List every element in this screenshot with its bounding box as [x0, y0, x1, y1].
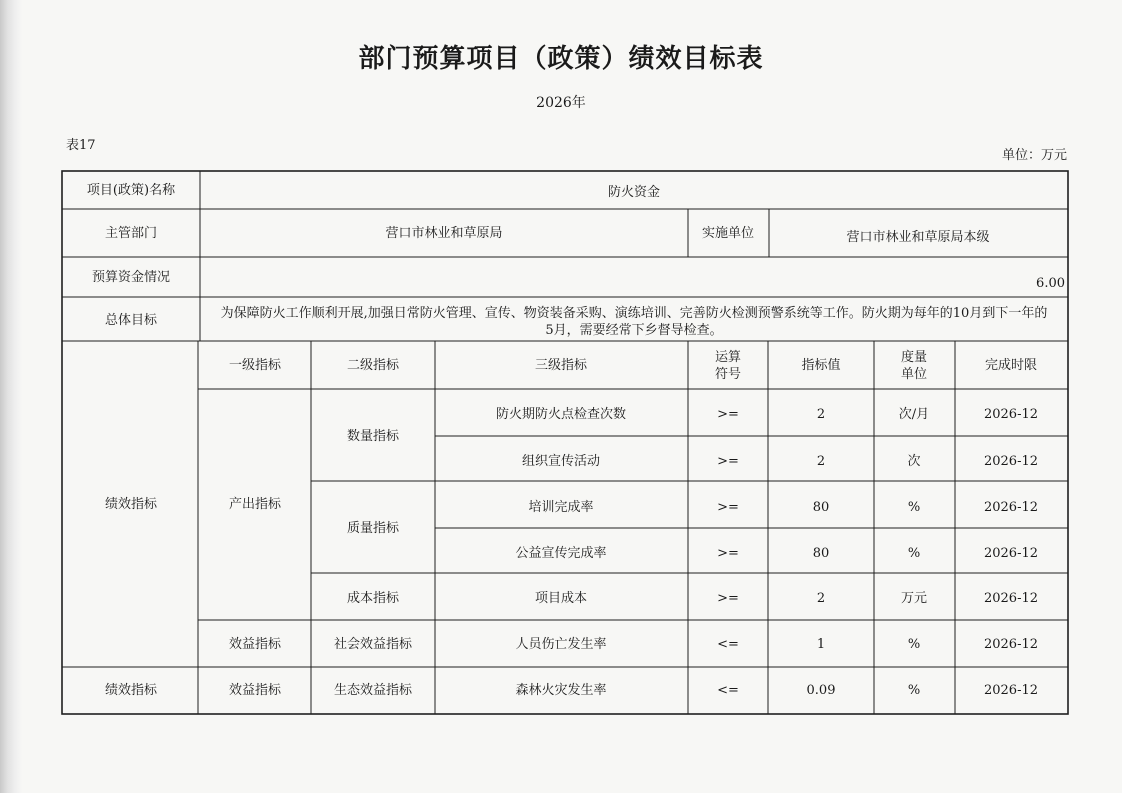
header-operator-line1: 运算: [714, 350, 742, 365]
group-quality: 质量指标: [346, 521, 400, 536]
row-value: 80: [812, 546, 830, 561]
impl-unit-label: 实施单位: [701, 226, 755, 241]
row-operator: >=: [717, 546, 739, 561]
table-row: [522, 453, 1038, 469]
performance-table: [61, 170, 1069, 719]
row-indicator-name: 项目成本: [534, 591, 588, 606]
project-name-label: 项目(政策)名称: [86, 183, 176, 198]
row-deadline: 2026-12: [983, 454, 1039, 469]
row-value: 2: [816, 591, 826, 606]
goal-text-line-1: 为保障防火工作顺利开展,加强日常防火管理、宣传、物资装备采购、演练培训、完善防火检测预警系统等工作。防火期为每年的10月到下一年的: [220, 306, 1048, 321]
row-deadline: 2026-12: [983, 637, 1039, 652]
row-unit: %: [907, 683, 921, 698]
header-level2: 二级指标: [346, 358, 400, 373]
row-deadline: 2026-12: [983, 500, 1039, 515]
row-unit: 次/月: [898, 407, 930, 422]
row-unit: %: [907, 500, 921, 515]
row-unit: 万元: [900, 591, 928, 606]
row-operator: <=: [717, 683, 739, 698]
group-eco-benefit: 生态效益指标: [333, 683, 413, 698]
row-value: 0.09: [806, 683, 836, 698]
dept-value: 营口市林业和草原局: [385, 226, 503, 241]
book-spine-shadow: [0, 0, 22, 793]
table-row: [496, 406, 1038, 422]
page-year: 2026年: [536, 95, 586, 111]
table-number: 表17: [66, 138, 96, 153]
row-deadline: 2026-12: [983, 591, 1039, 606]
table-row: [515, 636, 1038, 652]
row-indicator-name: 培训完成率: [528, 500, 594, 515]
performance-table-grid: [61, 170, 1069, 715]
header-unit-line2: 单位: [900, 367, 928, 382]
group-social-benefit: 社会效益指标: [333, 637, 413, 652]
project-name-value: 防火资金: [607, 185, 661, 200]
header-level1: 一级指标: [228, 358, 282, 373]
row-operator: >=: [717, 500, 739, 515]
header-operator-line2: 符号: [714, 367, 742, 382]
header-level3: 三级指标: [534, 358, 588, 373]
table-row: [528, 499, 1038, 515]
row-deadline: 2026-12: [983, 683, 1039, 698]
group-benefit-2: 效益指标: [228, 683, 282, 698]
header-deadline: 完成时限: [984, 358, 1038, 373]
budget-value: 6.00: [1036, 276, 1065, 291]
row-indicator-name: 防火期防火点检查次数: [495, 407, 627, 422]
row-unit: %: [907, 546, 921, 561]
budget-label: 预算资金情况: [91, 270, 171, 285]
table-row: [515, 545, 1038, 561]
row-operator: >=: [717, 407, 739, 422]
unit-label: 单位：万元: [1001, 148, 1067, 163]
goal-label: 总体目标: [104, 313, 158, 328]
group-benefit-1: 效益指标: [228, 637, 282, 652]
goal-text-line-2: 5月，需要经常下乡督导检查。: [545, 323, 723, 338]
header-unit-line1: 度量: [900, 350, 928, 365]
group-performance-2: 绩效指标: [104, 683, 158, 698]
table-row: [535, 590, 1038, 606]
row-value: 2: [816, 407, 826, 422]
group-cost: 成本指标: [346, 591, 400, 606]
group-output: 产出指标: [228, 497, 282, 512]
row-operator: >=: [717, 454, 739, 469]
row-indicator-name: 组织宣传活动: [521, 454, 601, 469]
table-row: [515, 682, 1038, 698]
row-indicator-name: 人员伤亡发生率: [515, 637, 607, 652]
table-lines: [62, 171, 1068, 714]
row-operator: >=: [717, 591, 739, 606]
group-quantity: 数量指标: [346, 429, 400, 444]
row-value: 80: [812, 500, 830, 515]
row-value: 2: [816, 454, 826, 469]
row-unit: 次: [907, 454, 921, 469]
row-indicator-name: 公益宣传完成率: [515, 546, 607, 561]
row-deadline: 2026-12: [983, 546, 1039, 561]
header-value: 指标值: [801, 358, 841, 373]
row-unit: %: [907, 637, 921, 652]
row-value: 1: [816, 637, 826, 652]
page-title: 部门预算项目（政策）绩效目标表: [358, 44, 764, 74]
row-deadline: 2026-12: [983, 407, 1039, 422]
dept-label: 主管部门: [104, 226, 158, 241]
group-performance-1: 绩效指标: [104, 497, 158, 512]
row-operator: <=: [717, 637, 739, 652]
impl-unit-value: 营口市林业和草原局本级: [846, 230, 990, 245]
row-indicator-name: 森林火灾发生率: [515, 683, 607, 698]
